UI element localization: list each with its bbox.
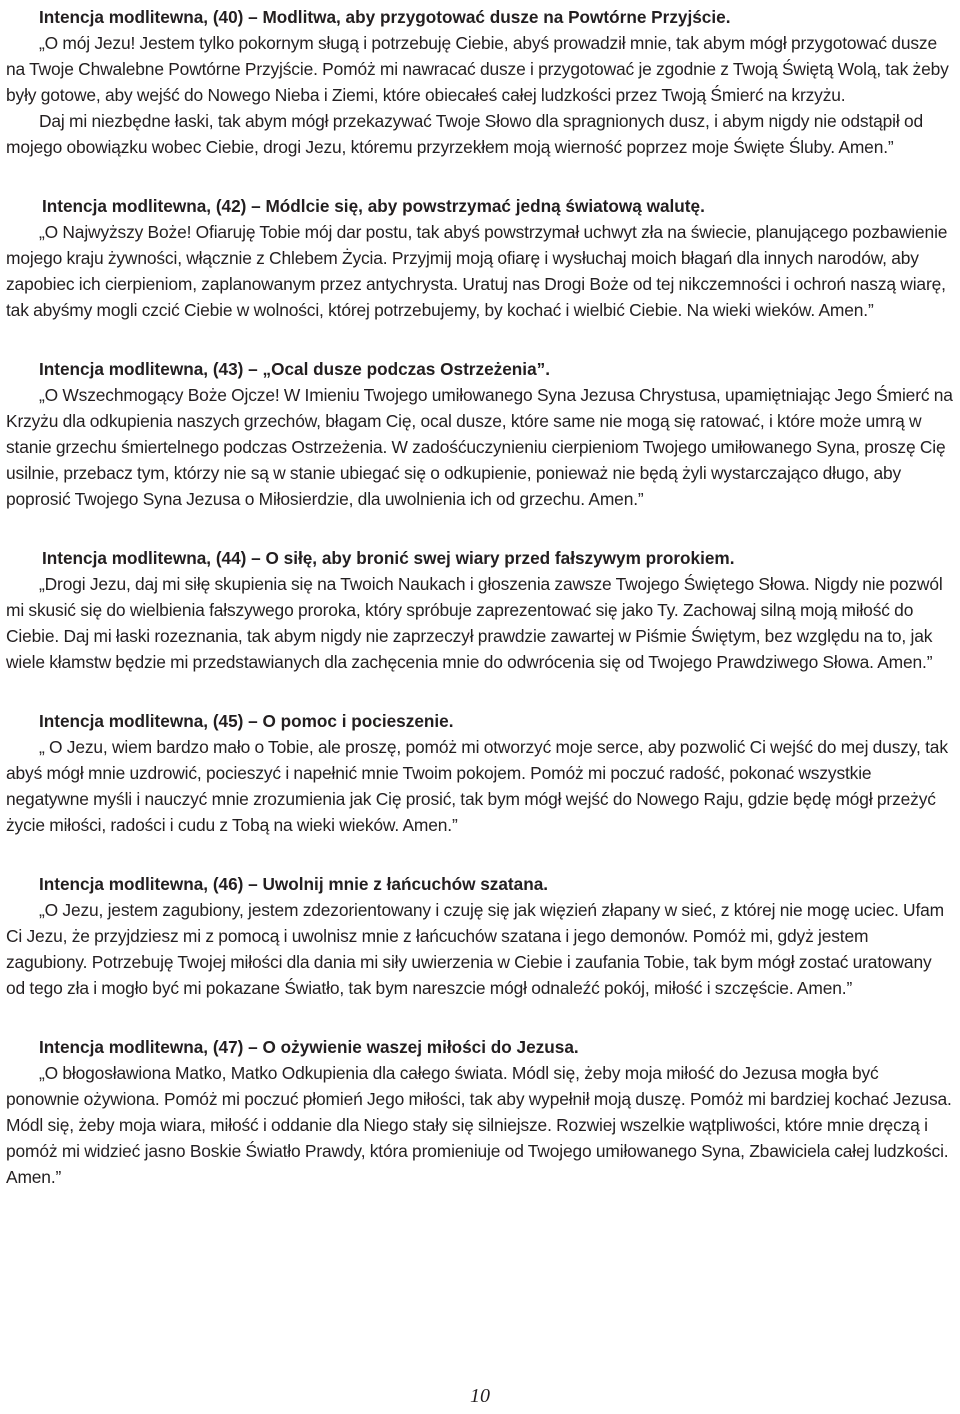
prayer-section-43 (6, 356, 954, 512)
prayer-title: Intencja modlitewna, (47) – O ożywienie waszej miłości do Jezusa. (39, 1037, 579, 1057)
prayer-title: Intencja modlitewna, (43) – „Ocal dusze podczas Ostrzeżenia”. (39, 359, 550, 379)
prayer-title: Intencja modlitewna, (45) – O pomoc i pocieszenie. (39, 711, 454, 731)
prayer-title: Intencja modlitewna, (46) – Uwolnij mnie z łańcuchów szatana. (39, 874, 549, 894)
prayer-paragraph: „Drogi Jezu, daj mi siłę skupienia się na Twoich Naukach i głoszenia zawsze Twojego Świętego Słowa. Nigdy nie pozwól mi skusić się do wielbienia fałszywego proroka, który spróbuje zaprezentować się jako Ty. Zachowaj silną moją miłość do Ciebie. Daj mi łaski rozeznania, tak abym nigdy nie zaprzeczył prawdzie zawartej w Piśmie Świętym, bez względu na to, jak wiele kłamstw będzie mi przedstawianych dla zachęcenia mnie do odwrócenia się od Twojego Prawdziwego Słowa. Amen.” (6, 574, 943, 672)
prayer-title: Intencja modlitewna, (42) – Módlcie się, aby powstrzymać jedną światową walutę. (42, 196, 705, 216)
prayer-paragraph: „ O Jezu, wiem bardzo mało o Tobie, ale proszę, pomóż mi otworzyć moje serce, aby pozwolić Ci wejść do mej duszy, tak abyś mógł mnie uzdrowić, pocieszyć i napełnić mnie Twoim pokojem. Pomóż mi poczuć radość, pokonać wszystkie negatywne myśli i nauczyć mnie zrozumienia jak Cię prosić, tak bym mógł wejść do Nowego Raju, gdzie będę mógł przeżyć życie miłości, radości i cudu z Tobą na wieki wieków. Amen.” (6, 737, 948, 835)
page-number: 10 (470, 1385, 490, 1407)
prayer-title: Intencja modlitewna, (40) – Modlitwa, aby przygotować dusze na Powtórne Przyjście. (39, 7, 731, 27)
prayer-section-44 (6, 545, 954, 675)
prayer-title: Intencja modlitewna, (44) – O siłę, aby bronić swej wiary przed fałszywym prorokiem. (42, 548, 735, 568)
prayer-section-46 (6, 871, 954, 1001)
prayer-paragraph: „O Jezu, jestem zagubiony, jestem zdezorientowany i czuję się jak więzień złapany w sieć, z której nie mogę uciec. Ufam Ci Jezu, że przyjdziesz mi z pomocą i uwolnisz mnie z łańcuchów szatana i jego demonów. Pomóż mi, gdyż jestem zagubiony. Potrzebuję Twojej miłości dla dania mi siły uwierzenia w Ciebie i zaufania Tobie, tak bym mógł zostać uratowany od tego zła i mogło być mi pokazane Światło, tak bym nareszcie mógł odnaleźć pokój, miłość i szczęście. Amen.” (6, 900, 944, 998)
prayer-paragraph: „O błogosławiona Matko, Matko Odkupienia dla całego świata. Módl się, żeby moja miłość do Jezusa mogła być ponownie ożywiona. Pomóż mi poczuć płomień Jego miłości, tak aby wypełnił moją duszę. Pomóż mi bardziej kochać Jezusa. Módl się, żeby moja wiara, miłość i oddanie dla Niego stały się silniejsze. Rozwiej wszelkie wątpliwości, które mnie dręczą i pomóż mi widzieć jasno Boskie Światło Prawdy, która promieniuje od Twojego umiłowanego Syna, Zbawiciela całej ludzkości. Amen.” (6, 1063, 952, 1187)
prayer-paragraph: „O Najwyższy Boże! Ofiaruję Tobie mój dar postu, tak abyś powstrzymał uchwyt zła na świecie, planującego pozbawienie mojego kraju żywności, włącznie z Chlebem Życia. Przyjmij moją ofiarę i wysłuchaj moich błagań dla innych narodów, aby zapobiec ich cierpieniom, zaplanowanym przez antychrysta. Uratuj nas Drogi Boże od tej nikczemności i ochroń naszą wiarę, tak abyśmy mogli czcić Ciebie w wolności, której potrzebujemy, by kochać i wielbić Ciebie. Na wieki wieków. Amen.” (6, 222, 948, 320)
prayer-paragraph: „O mój Jezu! Jestem tylko pokornym sługą i potrzebuję Ciebie, abyś prowadził mnie, tak abym mógł przygotować dusze na Twoje Chwalebne Powtórne Przyjście. Pomóż mi nawracać dusze i przygotować je zgodnie z Twoją Świętą Wolą, tak żeby były gotowe, aby wejść do Nowego Nieba i Ziemi, które obiecałeś całej ludzkości przez Twoją Śmierć na krzyżu. (6, 33, 949, 105)
prayer-paragraph: Daj mi niezbędne łaski, tak abym mógł przekazywać Twoje Słowo dla spragnionych dusz, i abym nigdy nie odstąpił od mojego obowiązku wobec Ciebie, drogi Jezu, któremu przyrzekłem moją wierność poprzez moje Święte Śluby. Amen.” (6, 111, 924, 157)
document-page (6, 4, 954, 1223)
prayer-section-42 (6, 193, 954, 323)
prayer-section-45 (6, 708, 954, 838)
prayer-section-47 (6, 1034, 954, 1190)
prayer-paragraph: „O Wszechmogący Boże Ojcze! W Imieniu Twojego umiłowanego Syna Jezusa Chrystusa, upamiętniając Jego Śmierć na Krzyżu dla odkupienia naszych grzechów, błagam Cię, ocal dusze, które same nie mogą się ratować, i które może umrą w stanie grzechu śmiertelnego podczas Ostrzeżenia. W zadośćuczynieniu cierpieniom Twojego umiłowanego Syna, proszę Cię usilnie, przebacz tym, którzy nie są w stanie ubiegać się o odkupienie, ponieważ nie będą żyli wystarczająco długo, aby poprosić Twojego Syna Jezusa o Miłosierdzie, dla uwolnienia ich od grzechu. Amen.” (6, 385, 953, 509)
prayer-section-40 (6, 4, 954, 160)
